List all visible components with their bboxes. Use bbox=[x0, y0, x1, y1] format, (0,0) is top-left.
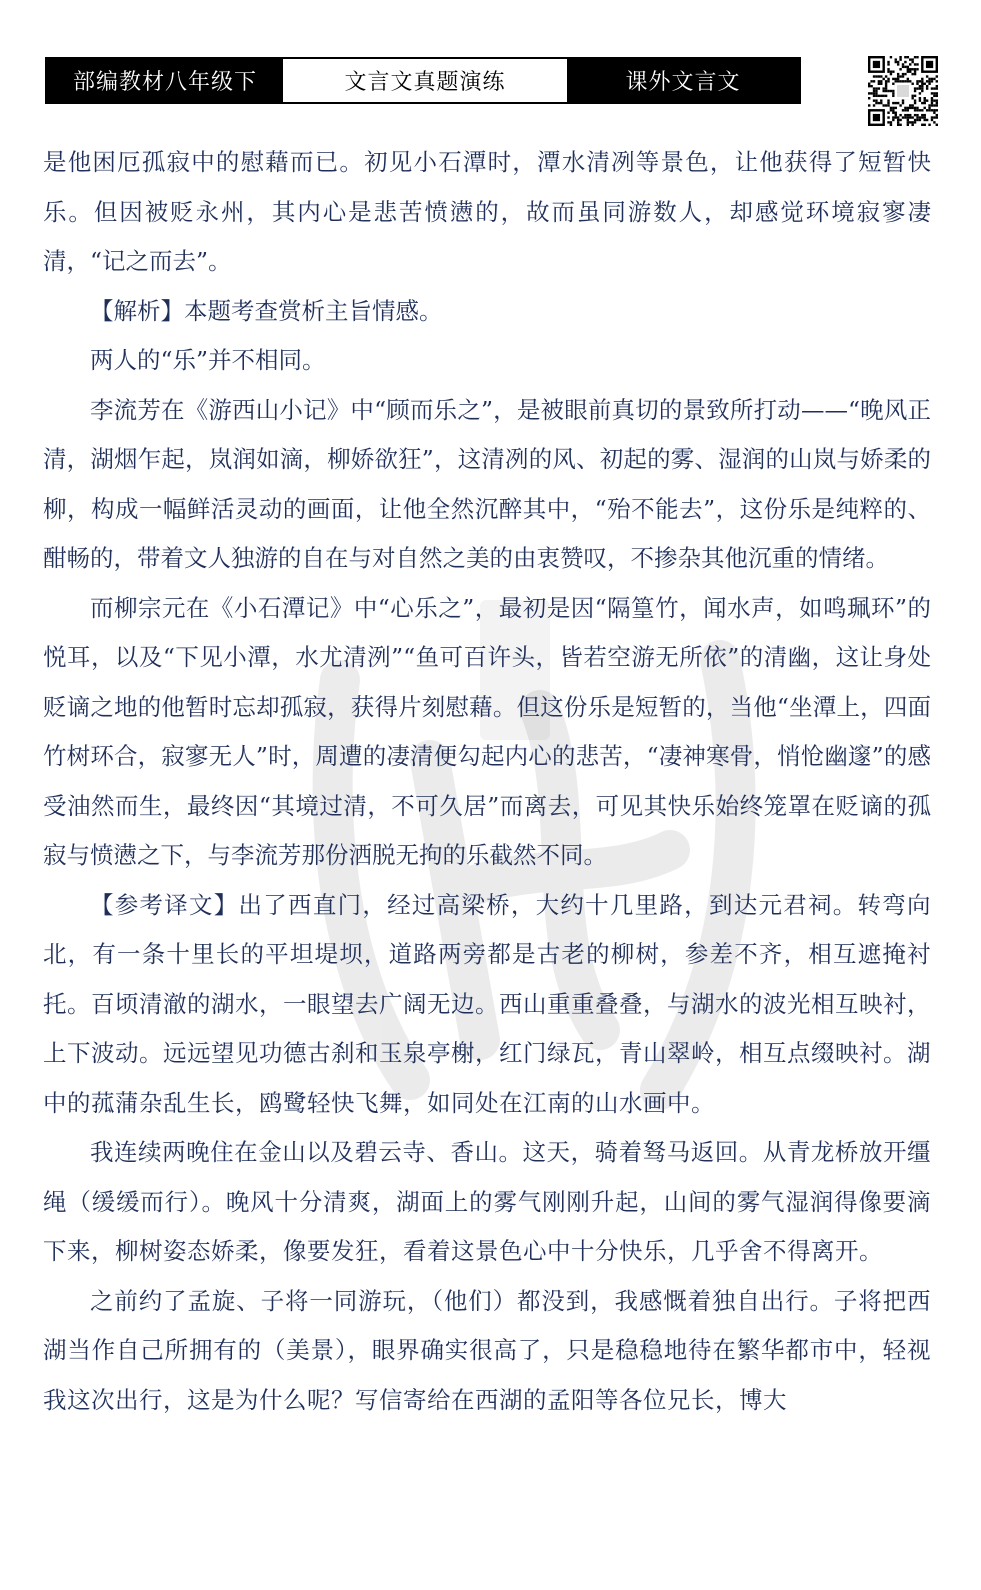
paragraph-4: 李流芳在《游西山小记》中“顾而乐之”，是被眼前真切的景致所打动——“晚风正清，湖烟乍起，岚润如滴，柳娇欲狂”，这清冽的风、初起的雾、湿润的山岚与娇柔的柳，构成一幅鲜活灵动的画面，让他全然沉醉其中，“殆不能去”，这份乐是纯粹的、酣畅的，带着文人独游的自在与对自然之美的由衷赞叹，不掺杂其他沉重的情绪。 bbox=[43, 395, 931, 572]
paragraph-7: 我连续两晚住在金山以及碧云寺、香山。这天，骑着驽马返回。从青龙桥放开缰绳（缓缓而行）。晚风十分清爽，湖面上的雾气刚刚升起，山间的雾气湿润得像要滴下来，柳树姿态娇柔，像要发狂，看着这景色心中十分快乐，几乎舍不得离开。 bbox=[43, 1138, 931, 1265]
paragraph-3: 两人的“乐”并不相同。 bbox=[90, 346, 326, 374]
paragraph-2: 【解析】本题考查赏析主旨情感。 bbox=[90, 296, 443, 325]
document-body bbox=[43, 138, 931, 1425]
header-textbook-label: 部编教材八年级下 bbox=[47, 59, 283, 102]
qr-code-icon[interactable] bbox=[868, 56, 938, 126]
paragraph-8: 之前约了孟旋、子将一同游玩，（他们）都没到，我感慨着独自出行。子将把西湖当作自己所拥有的（美景），眼界确实很高了，只是稳稳地待在繁华都市中，轻视我这次出行，这是为什么呢？写信寄给在西湖的孟阳等各位兄长，博大 bbox=[43, 1286, 931, 1414]
header-bar bbox=[45, 57, 801, 104]
header-category-label: 课外文言文 bbox=[567, 59, 799, 102]
paragraph-1: 是他困厄孤寂中的慰藉而已。初见小石潭时，潭水清冽等景色，让他获得了短暂快乐。但因被贬永州，其内心是悲苦愤懑的，故而虽同游数人，却感觉环境寂寥凄清，“记之而去”。 bbox=[43, 148, 931, 275]
header-title: 文言文真题演练 bbox=[283, 59, 567, 102]
paragraph-5: 而柳宗元在《小石潭记》中“心乐之”，最初是因“隔篁竹，闻水声，如鸣珮环”的悦耳，以及“下见小潭，水尤清洌”“鱼可百许头，皆若空游无所依”的清幽，这让身处贬谪之地的他暂时忘却孤寂，获得片刻慰藉。但这份乐是短暂的，当他“坐潭上，四面竹树环合，寂寥无人”时，周遭的凄清便勾起内心的悲苦，“凄神寒骨，悄怆幽邃”的感受油然而生，最终因“其境过清，不可久居”而离去，可见其快乐始终笼罩在贬谪的孤寂与愤懑之下，与李流芳那份洒脱无拘的乐截然不同。 bbox=[43, 593, 931, 869]
paragraph-6: 【参考译文】出了西直门，经过高梁桥，大约十几里路，到达元君祠。转弯向北，有一条十里长的平坦堤坝，道路两旁都是古老的柳树，参差不齐，相互遮掩衬托。百顷清澈的湖水，一眼望去广阔无边。西山重重叠叠，与湖水的波光相互映衬，上下波动。远远望见功德古刹和玉泉亭榭，红门绿瓦，青山翠岭，相互点缀映衬。湖中的菰蒲杂乱生长，鸥鹭轻快飞舞，如同处在江南的山水画中。 bbox=[43, 890, 931, 1117]
